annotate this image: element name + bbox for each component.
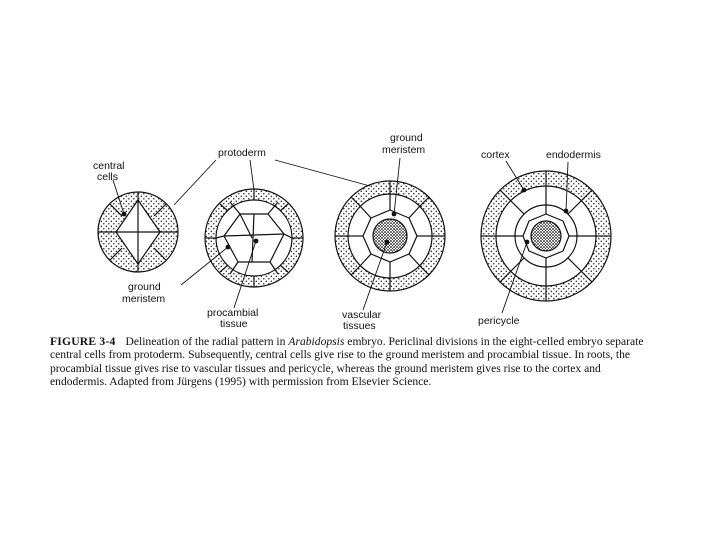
label-endodermis: endodermis [546, 149, 601, 161]
label-protoderm: protoderm [218, 147, 266, 159]
label-cortex: cortex [481, 149, 510, 161]
label-ground-meristem-top: ground meristem [382, 132, 426, 156]
label-pericycle: pericycle [478, 315, 520, 327]
caption-species-name: Arabidopsis [288, 335, 345, 348]
caption-text [50, 335, 644, 388]
embryo-stage-4 [481, 171, 611, 301]
caption-text-part-1: Delineation of the radial pattern in [125, 335, 289, 348]
figure-number: FIGURE 3-4 [50, 335, 116, 348]
embryo-stage-2 [205, 189, 303, 287]
embryo-stage-1 [98, 192, 178, 272]
caption-text-part-2: embryo. Periclinal divisions in the eight-celled embryo separate central cells from protoderm. Subsequently, central cells give rise to the ground meristem and procambial tissue. In roots, the procambial tissue gives rise to vascular tissues and pericycle, whereas the ground meristem gives rise to the cortex and endodermis. Adapted from Jürgens (1995) with permission from Elsevier Science. [50, 335, 644, 388]
label-ground-meristem-left: ground meristem [122, 281, 166, 305]
figure-caption [50, 335, 660, 388]
label-procambial-tissue: procambial tissue [207, 307, 259, 330]
label-vascular-tissues: vascular tissues [342, 309, 382, 330]
embryo-stage-3 [335, 181, 445, 291]
label-central-cells: central cells [93, 160, 125, 183]
